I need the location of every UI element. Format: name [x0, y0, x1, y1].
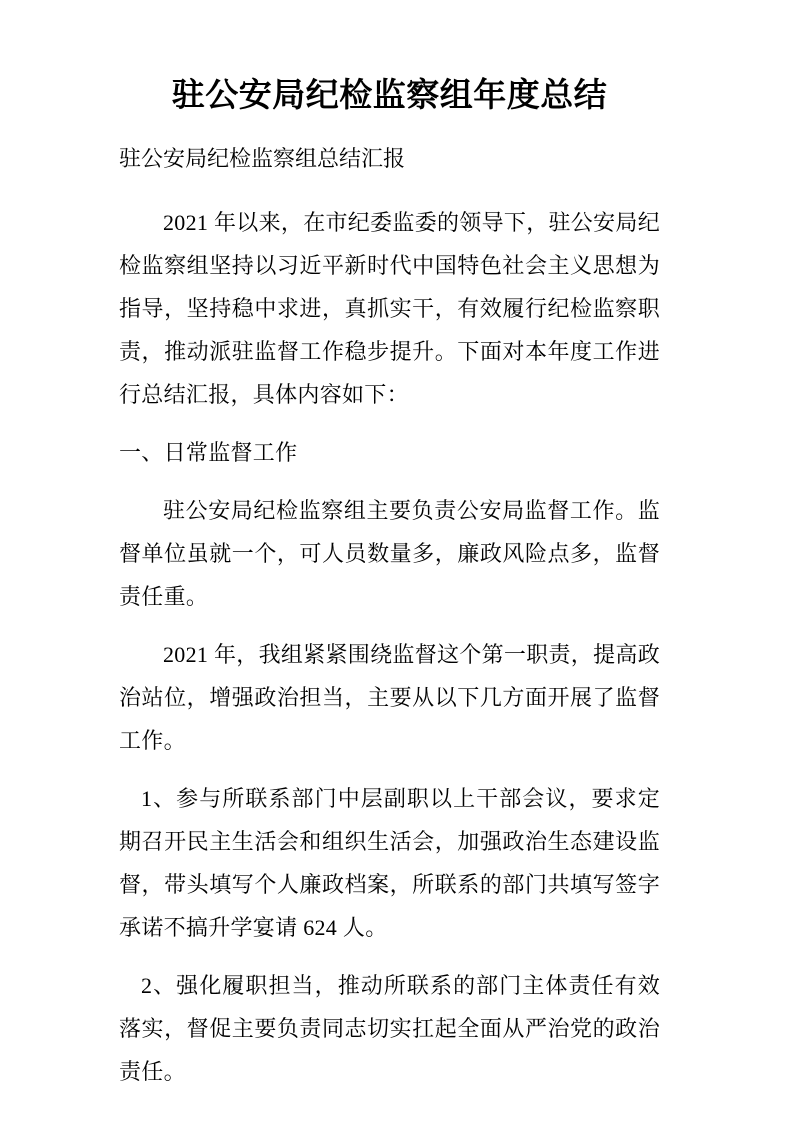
- paragraph-numbered-item-2: 2、强化履职担当，推动所联系的部门主体责任有效落实，督促主要负责同志切实扛起全面从严治党的政治责任。: [119, 973, 660, 1084]
- document-title: 驻公安局纪检监察组年度总结: [171, 78, 608, 114]
- paragraph-intro: 2021 年以来，在市纪委监委的领导下，驻公安局纪检监察组坚持以习近平新时代中国特色社会主义思想为指导，坚持稳中求进，真抓实干，有效履行纪检监察职责，推动派驻监督工作稳步提升。下面对本年度工作进行总结汇报，具体内容如下：: [119, 210, 661, 407]
- paragraph-responsibility: 驻公安局纪检监察组主要负责公安局监督工作。监督单位虽就一个，可人员数量多，廉政风险点多，监督责任重。: [119, 498, 660, 609]
- paragraph-numbered-item-1: 1、参与所联系部门中层副职以上干部会议，要求定期召开民主生活会和组织生活会，加强政治生态建设监督，带头填写个人廉政档案，所联系的部门共填写签字承诺不搞升学宴请 624 人。: [119, 786, 660, 940]
- section-heading-daily-supervision: 一、日常监督工作: [119, 440, 298, 465]
- document-subtitle: 驻公安局纪检监察组总结汇报: [119, 146, 406, 171]
- paragraph-2021-focus: 2021 年，我组紧紧围绕监督这个第一职责，提高政治站位，增强政治担当，主要从以下几方面开展了监督工作。: [119, 642, 661, 753]
